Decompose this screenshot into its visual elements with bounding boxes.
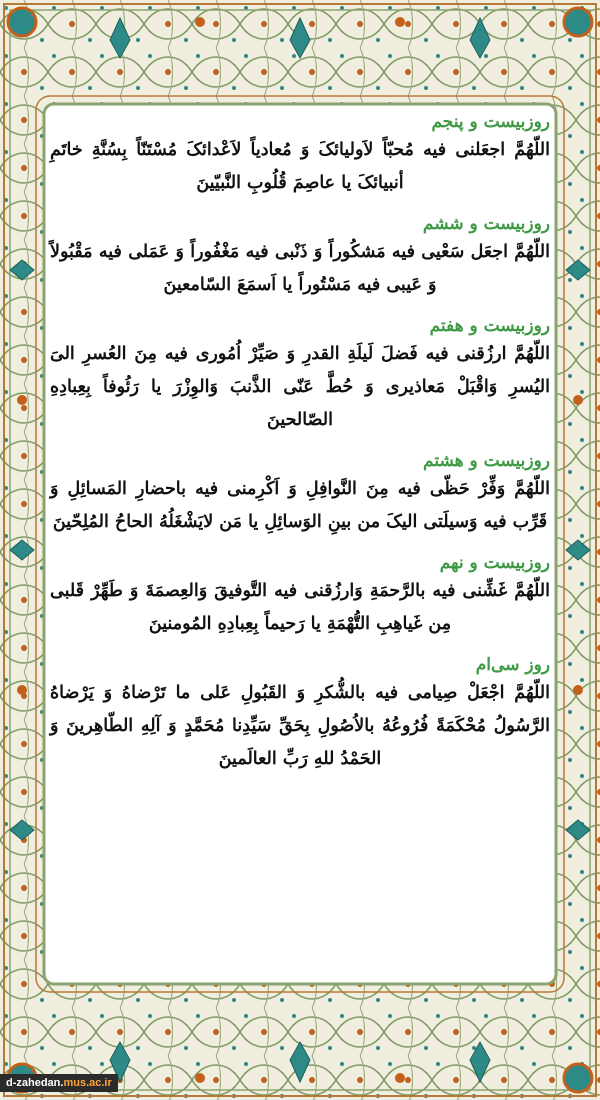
day-title: روزبیست و هشتم (423, 451, 550, 471)
day-title: روزبیست و پنجم (431, 112, 550, 132)
prayer-text: اللّهُمَّ ارزُقنی فیه فَضلَ لَیلَةِ القدرِ وَ صَیِّرْ اُمُوری فیه مِنَ العُسرِ الیَ الیُسرِ وَاقْبَلْ مَعاذیری وَ حُطَّ عَنّی الذَّنبَ وَالوِزْرَ یا رَئُوفاً بِعِبادِهِ الصّالحینَ (50, 344, 550, 430)
day-title: روزبیست و نهم (439, 553, 550, 573)
site-watermark (0, 1074, 118, 1092)
prayer-text: اللّهُمَّ وَفِّرْ حَظّی فیه مِنَ النَّوافِلِ وَ اَکْرِمنی فیه باحضارِ المَسائِلِ وَ قَرِّب فیه وَسیلَتی الیکَ من بینِ الوَسائِلِ یا مَن لایَشْغَلُهُ الحاحُ المُلِحّینَ (50, 479, 550, 532)
prayer-text: اللّهُمَّ غَشِّنی فیه بالرَّحمَةِ وَارزُقنی فیه التَّوفیقَ وَالعِصمَةَ وَ طَهِّرْ قَلبی مِن غَیاهِبِ التُّهْمَةِ یا رَحیماً بِعِبادِهِ المُومنینَ (50, 581, 550, 634)
day-title: روز سی‌ام (475, 655, 550, 675)
prayers-list (50, 110, 550, 980)
watermark-accent: mus.ac.ir (63, 1077, 112, 1089)
prayer-text: اللّهُمَّ اجعَل سَعْیی فیه مَشکُوراً وَ ذَنْبی فیه مَغْفُوراً وَ عَمَلی فیه مَقْبُولاً وَ عَیبی فیه مَسْتُوراً یا اَسمَعَ السّامعینَ (50, 242, 550, 295)
day-title: روزبیست و هفتم (429, 316, 550, 336)
prayer-text: اللّهُمَّ اجْعَلْ صِیامی فیه بالشُّکرِ وَ القَبُولِ عَلی ما تَرْضاهُ وَ یَرْضاهُ الرَّسُولُ مُحْکَمَةً فُرُوعُهُ بالاُصُولِ بِحَقِّ سَیِّدِنا مُحَمَّدٍ وَ آلِهِ الطّاهِرینَ وَ الحَمْدُ للهِ رَبِّ العالَمینَ (50, 683, 550, 769)
prayer-text: اللّهُمَّ اجعَلنی فیه مُحبّاً لاَولیائکَ وَ مُعادیاً لاَعْدائکَ مُسْتَنّاً بِسُنَّةِ خاتَمِ أنبیائکَ یا عاصِمَ قُلُوبِ النَّبیّینَ (50, 140, 550, 193)
watermark-prefix: d-zahedan. (6, 1077, 64, 1089)
day-title: روزبیست و ششم (422, 214, 550, 234)
